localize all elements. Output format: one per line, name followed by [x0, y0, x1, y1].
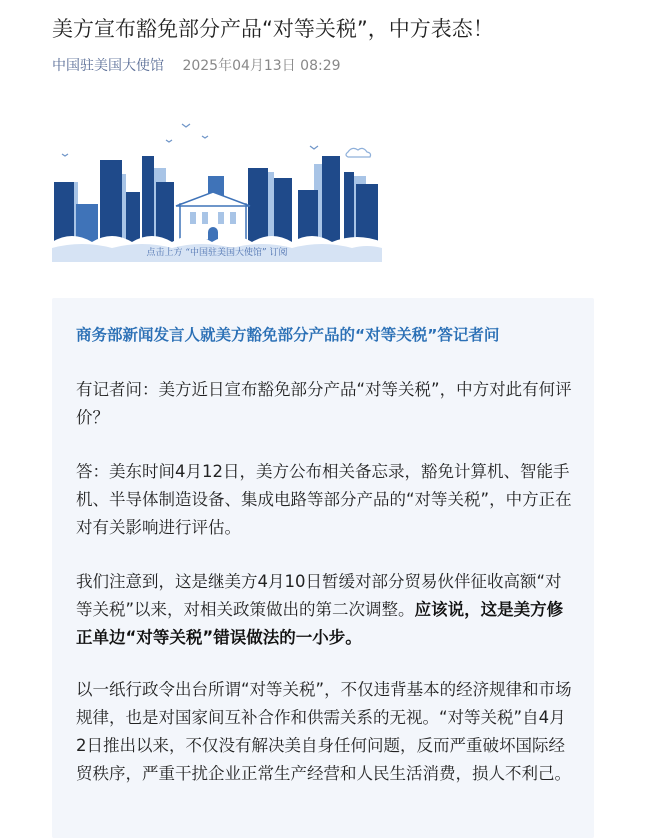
banner-image[interactable]: [52, 112, 382, 262]
gate-building-icon: [176, 192, 250, 240]
card-title: 商务部新闻发言人就美方豁免部分产品的“对等关税”答记者问: [76, 326, 500, 344]
article-meta: [52, 56, 341, 76]
account-name-link[interactable]: 中国驻美国大使馆: [52, 58, 164, 74]
answer-paragraph: 答：美东时间4月12日，美方公布相关备忘录，豁免计算机、智能手机、半导体制造设备、集成电路等部分产品的“对等关税”，中方正在对有关影响进行评估。: [76, 462, 572, 537]
paragraph-2-text: 我们注意到，这是继美方4月10日暂缓对部分贸易伙伴征收高额“对等关税”以来，对相关政策做出的第二次调整。: [76, 572, 562, 619]
birds-icon: [62, 124, 318, 156]
article-title: 美方宣布豁免部分产品“对等关税”，中方表态！: [52, 17, 494, 41]
paragraph-2-bold-text: 应该说，这是美方修正单边“对等关税”错误做法的一小步。: [76, 600, 564, 647]
city-skyline-illustration: [52, 112, 382, 262]
paragraph-3: 以一纸行政令出台所谓“对等关税”，不仅违背基本的经济规律和市场规律，也是对国家间互补合作和供需关系的无视。“对等关税”自4月2日推出以来，不仅没有解决美自身任何问题，反而严重破坏国际经贸秩序，严重干扰企业正常生产经营和人民生活消费，损人不利己。: [76, 680, 572, 783]
cloud-icon: [346, 148, 371, 157]
paragraph-2: [76, 568, 572, 652]
subscribe-caption: 点击上方 “中国驻美国大使馆” 订阅: [146, 248, 288, 258]
publish-date: 2025年04月13日 08:29: [182, 58, 341, 74]
statement-card: [52, 298, 594, 838]
question-paragraph: 有记者问：美方近日宣布豁免部分产品“对等关税”，中方对此有何评价？: [76, 380, 572, 427]
